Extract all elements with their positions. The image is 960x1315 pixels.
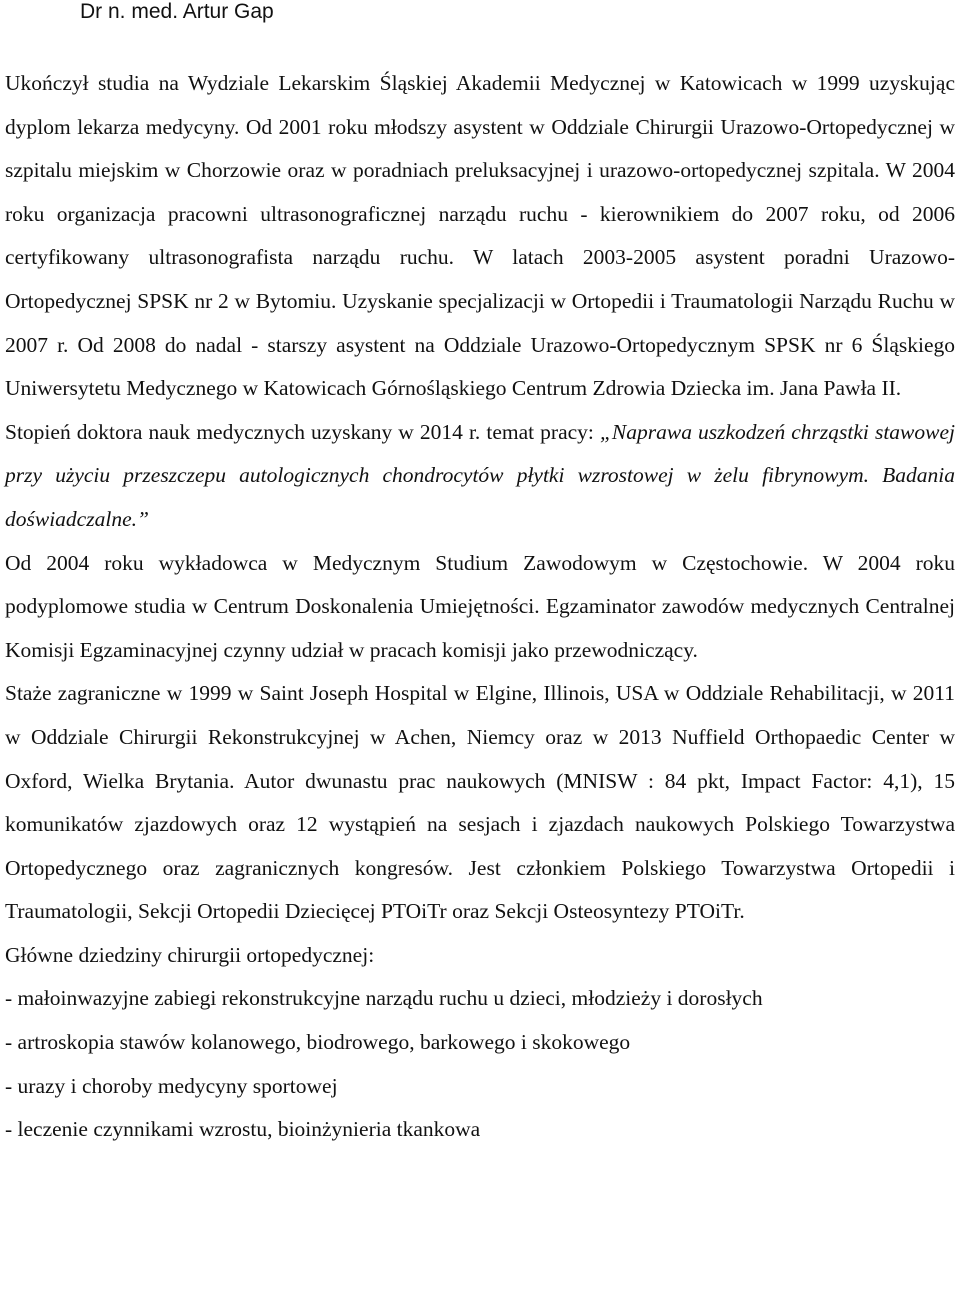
list-item: - artroskopia stawów kolanowego, biodrowego, barkowego i skokowego (5, 1030, 631, 1055)
fields-heading: Główne dziedziny chirurgii ortopedycznej: (5, 942, 375, 967)
doctorate-intro: Stopień doktora nauk medycznych uzyskany w 2014 r. temat pracy: (5, 419, 600, 444)
doctorate-thesis-title: „Naprawa uszkodzeń chrząstki stawowej przy użyciu przeszczepu autologicznych chondrocytów płytki wzrostowej w żelu fibrynowym. Badania doświadczalne.” (5, 419, 955, 531)
doctor-name: Dr n. med. Artur Gap (80, 0, 274, 23)
list-item: - leczenie czynnikami wzrostu, bioinżynieria tkankowa (5, 1117, 481, 1142)
list-item: - urazy i choroby medycyny sportowej (5, 1073, 338, 1098)
education-paragraph: Ukończył studia na Wydziale Lekarskim Śląskiej Akademii Medycznej w Katowicach w 1999 uzyskując dyplom lekarza medycyny. Od 2001 roku młodszy asystent w Oddziale Chirurgii Urazowo-Ortopedycznej w szpitalu miejskim w Chorzowie oraz w poradniach preluksacyjnej i urazowo-ortopedycznej szpitala. W 2004 roku organizacja pracowni ultrasonograficznej narządu ruchu - kierownikiem do 2007 roku, od 2006 certyfikowany ultrasonografista narządu ruchu. W latach 2003-2005 asystent poradni Urazowo-Ortopedycznej SPSK nr 2 w Bytomiu. Uzyskanie specjalizacji w Ortopedii i Traumatologii Narządu Ruchu w 2007 r. Od 2008 do nadal - starszy asystent na Oddziale Urazowo-Ortopedycznym SPSK nr 6 Śląskiego Uniwersytetu Medycznego w Katowicach Górnośląskiego Centrum Zdrowia Dziecka im. Jana Pawła II. (5, 71, 955, 401)
doctorate-paragraph (5, 411, 955, 542)
biography-body (5, 62, 955, 1152)
internships-paragraph: Staże zagraniczne w 1999 w Saint Joseph Hospital w Elgine, Illinois, USA w Oddziale Rehabilitacji, w 2011 w Oddziale Chirurgii Rekonstrukcyjnej w Achen, Niemcy oraz w 2013 Nuffield Orthopaedic Center w Oxford, Wielka Brytania. Autor dwunastu prac naukowych (MNISW : 84 pkt, Impact Factor: 4,1), 15 komunikatów zjazdowych oraz 12 wystąpień na sesjach i zjazdach naukowych Polskiego Towarzystwa Ortopedycznego oraz zagranicznych kongresów. Jest członkiem Polskiego Towarzystwa Ortopedii i Traumatologii, Sekcji Ortopedii Dziecięcej PTOiTr oraz Sekcji Osteosyntezy PTOiTr. (5, 681, 955, 924)
list-item: - małoinwazyjne zabiegi rekonstrukcyjne narządu ruchu u dzieci, młodzieży i dorosłych (5, 986, 763, 1011)
teaching-paragraph: Od 2004 roku wykładowca w Medycznym Studium Zawodowym w Częstochowie. W 2004 roku podyplomowe studia w Centrum Doskonalenia Umiejętności. Egzaminator zawodów medycznych Centralnej Komisji Egzaminacyjnej czynny udział w pracach komisji jako przewodniczący. (5, 550, 955, 662)
